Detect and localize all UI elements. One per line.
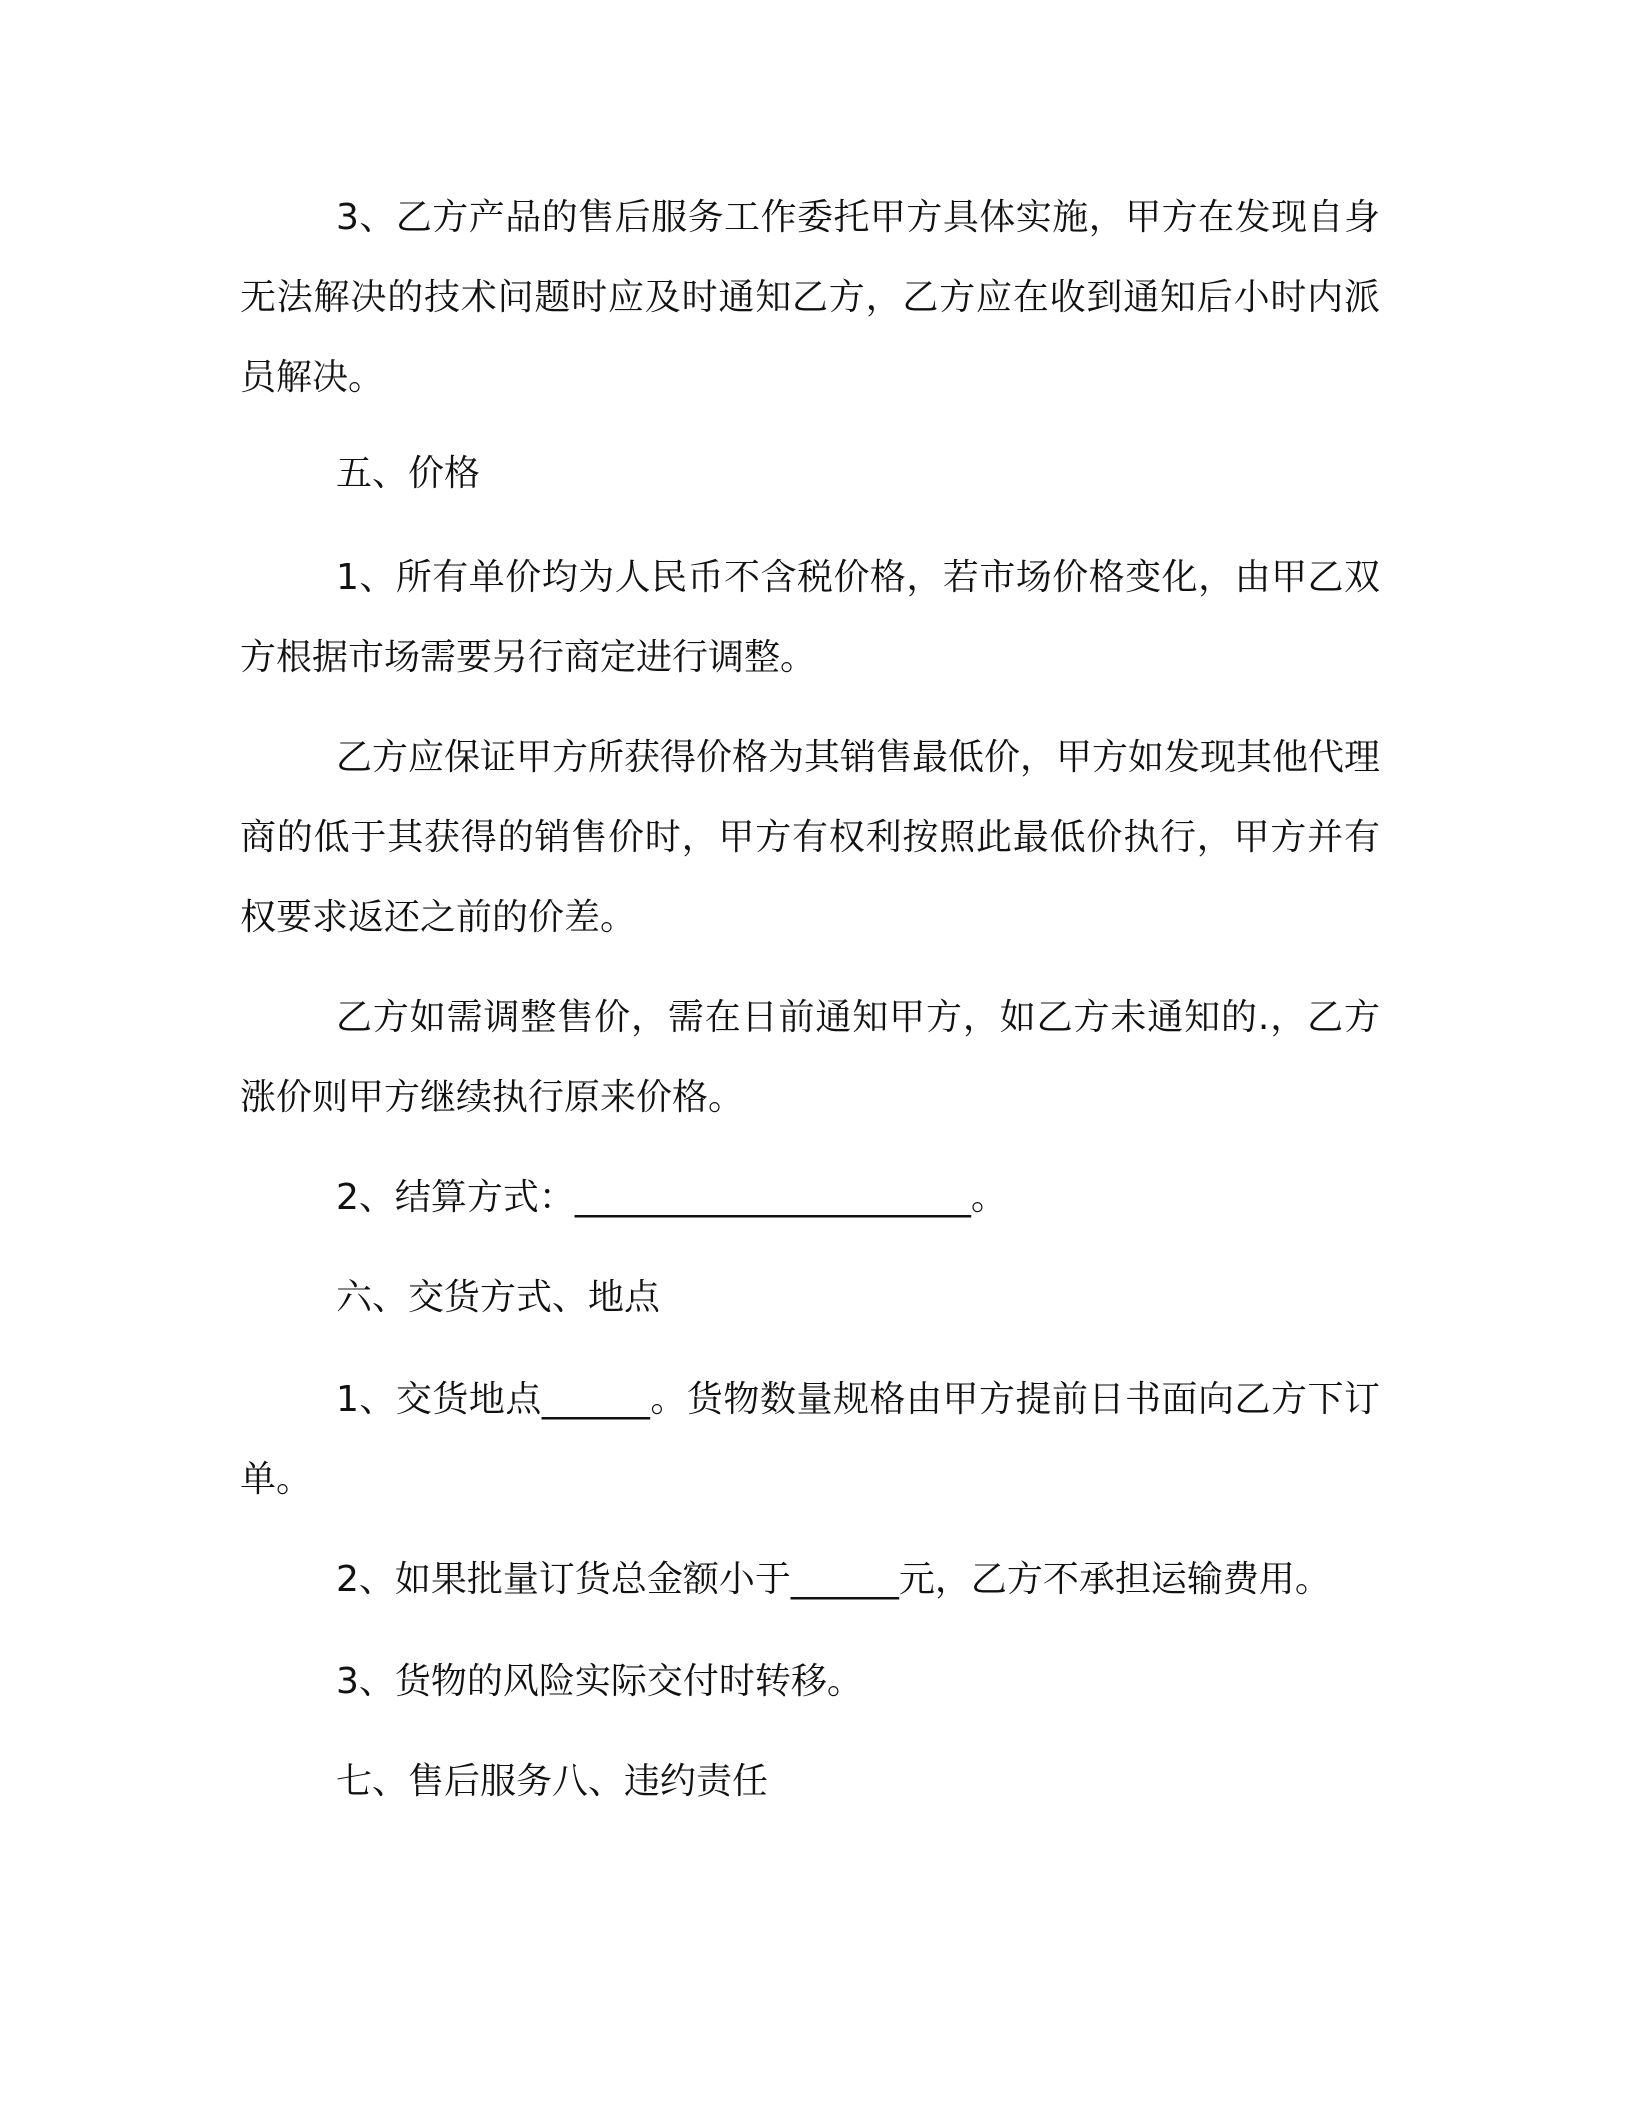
clause-price-adjustment: 乙方如需调整售价，需在日前通知甲方，如乙方未通知的.，乙方涨价则甲方继续执行原来价格。 xyxy=(240,997,1380,1118)
clause-6-3-risk-transfer: 3、货物的风险实际交付时转移。 xyxy=(336,1661,863,1702)
clause-5-1-unit-price: 1、所有单价均为人民币不含税价格，若市场价格变化，由甲乙双方根据市场需要另行商定进行调整。 xyxy=(240,557,1380,678)
clause-lowest-price-guarantee: 乙方应保证甲方所获得价格为其销售最低价，甲方如发现其他代理商的低于其获得的销售价时，甲方有权利按照此最低价执行，甲方并有权要求返还之前的价差。 xyxy=(240,737,1381,938)
clause-5-2-settlement: 2、结算方式：______________________。 xyxy=(336,1177,1007,1218)
section-7-8-heading: 七、售后服务八、违约责任 xyxy=(336,1761,769,1802)
clause-6-1-delivery-place: 1、交货地点______。货物数量规格由甲方提前日书面向乙方下订单。 xyxy=(240,1379,1380,1500)
section-6-heading-delivery: 六、交货方式、地点 xyxy=(336,1277,661,1318)
clause-4-3-after-sales: 3、乙方产品的售后服务工作委托甲方具体实施，甲方在发现自身无法解决的技术问题时应及时通知乙方，乙方应在收到通知后小时内派员解决。 xyxy=(240,197,1380,398)
clause-6-2-shipping-cost: 2、如果批量订货总金额小于______元，乙方不承担运输费用。 xyxy=(336,1559,1331,1600)
section-5-heading-price: 五、价格 xyxy=(336,453,481,494)
